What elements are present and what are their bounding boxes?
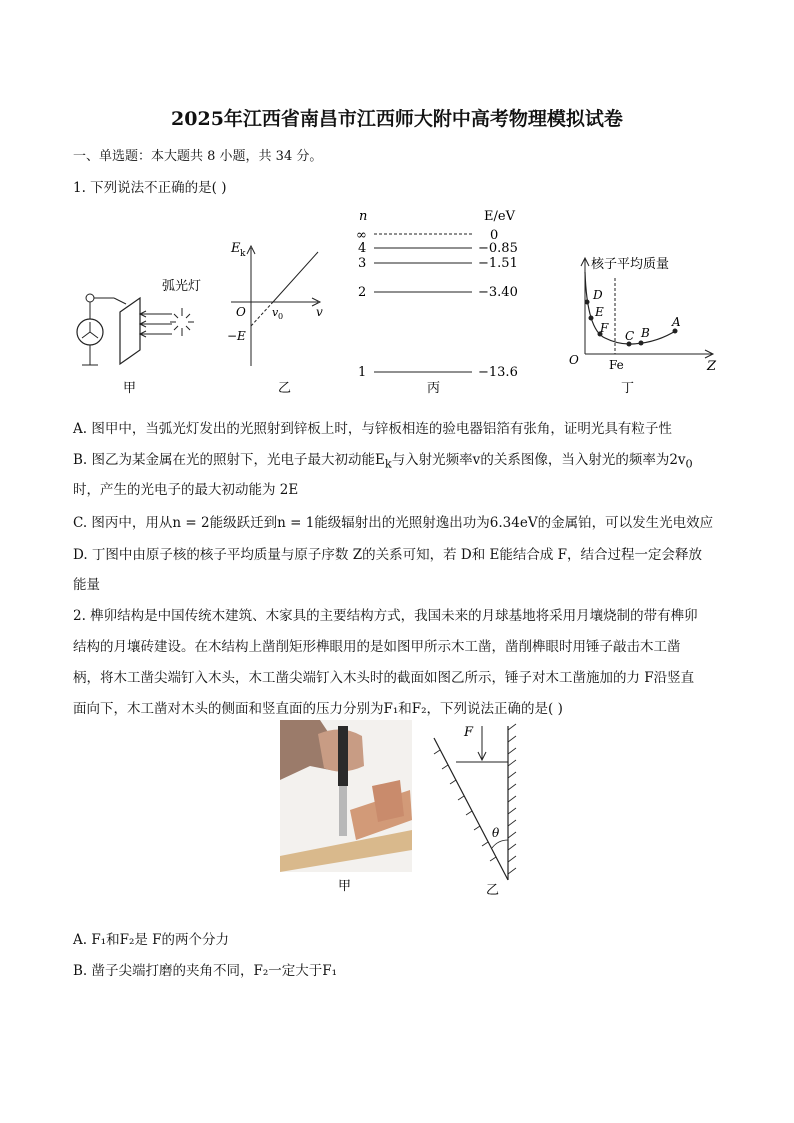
svg-text:E/eV: E/eV — [484, 209, 515, 224]
q1-option-d-cont: 能量 — [73, 577, 100, 593]
svg-text:B: B — [641, 326, 650, 340]
svg-text:v: v — [272, 306, 279, 319]
svg-text:Z: Z — [707, 359, 717, 374]
svg-text:C: C — [625, 329, 635, 343]
svg-text:v: v — [316, 305, 323, 319]
q1-option-c: C. 图丙中，用从n = 2能级跃迁到n = 1能级辐射出的光照射逸出功为6.34eV的金属铂，可以发生光电效应 — [73, 515, 714, 531]
svg-text:k: k — [240, 249, 246, 259]
figure-nucleon-mass-curve — [565, 248, 725, 400]
figure-energy-levels — [350, 204, 530, 400]
svg-text:O: O — [569, 353, 579, 367]
svg-text:∞: ∞ — [356, 228, 367, 243]
figure-caption: 丙 — [427, 381, 441, 396]
svg-text:−3.40: −3.40 — [478, 285, 518, 300]
svg-text:E: E — [231, 241, 241, 256]
q2-stem-line-4: 面向下，木工凿对木头的侧面和竖直面的压力分别为F₁和F₂，下列说法正确的是( ) — [73, 701, 563, 717]
svg-text:F: F — [600, 321, 609, 335]
svg-text:4: 4 — [358, 241, 367, 256]
svg-text:E: E — [595, 305, 604, 319]
q1-option-a: A. 图甲中，当弧光灯发出的光照射到锌板上时，与锌板相连的验电器铝箔有张角，证明光具有粒子性 — [73, 421, 672, 437]
figure-caption: 甲 — [123, 381, 137, 396]
svg-text:F: F — [464, 725, 474, 740]
svg-text:O: O — [236, 305, 246, 319]
svg-text:2: 2 — [358, 285, 367, 300]
q2-option-b: B. 凿子尖端打磨的夹角不同，F₂一定大于F₁ — [73, 963, 338, 979]
page-title: 2025年江西省南昌市江西师大附中高考物理模拟试卷 — [171, 108, 623, 130]
svg-text:A: A — [672, 315, 681, 329]
figure-chisel-photo — [280, 720, 412, 896]
svg-text:D: D — [593, 288, 603, 302]
figure-caption: 甲 — [338, 879, 352, 894]
svg-text:−0.85: −0.85 — [478, 241, 518, 256]
svg-text:3: 3 — [358, 256, 367, 271]
q2-stem-line-1: 2. 榫卯结构是中国传统木建筑、木家具的主要结构方式，我国未来的月球基地将采用月壤烧制的带有榫卯 — [73, 608, 698, 624]
svg-text:n: n — [359, 209, 368, 224]
figure-wedge-diagram — [430, 722, 520, 896]
svg-text:核子平均质量: 核子平均质量 — [591, 257, 670, 272]
q2-option-a: A. F₁和F₂是 F的两个分力 — [73, 932, 230, 948]
q2-stem-line-2: 结构的月壤砖建设。在木结构上凿削矩形榫眼用的是如图甲所示木工凿，凿削榫眼时用锤子敲击木工凿 — [73, 639, 681, 655]
svg-text:−1.51: −1.51 — [478, 256, 518, 271]
svg-text:Fe: Fe — [609, 358, 624, 372]
question-1-stem: 1. 下列说法不正确的是( ) — [73, 180, 227, 196]
q1-option-b-cont: 时，产生的光电子的最大初动能为 2E — [73, 482, 299, 498]
q1-option-b: B. 图乙为某金属在光的照射下，光电子最大初动能$E_k$与入射光频率v的关系图像，当入射光的频率为$2v_0$ — [73, 452, 693, 471]
figure-caption: 乙 — [278, 381, 292, 396]
svg-text:θ: θ — [492, 826, 500, 840]
q2-stem-line-3: 柄，将木工凿尖端钉入木头，木工凿尖端钉入木头时的截面如图乙所示，锤子对木工凿施加的力 F沿竖直 — [73, 670, 695, 686]
svg-text:1: 1 — [358, 365, 367, 380]
section-heading: 一、单选题：本大题共 8 小题，共 34 分。 — [73, 149, 323, 164]
q1-option-d: D. 丁图中由原子核的核子平均质量与原子序数 Z的关系可知，若 D和 E能结合成 F，结合过程一定会释放 — [73, 547, 703, 563]
figure-caption: 丁 — [621, 381, 635, 396]
svg-text:−E: −E — [227, 329, 246, 343]
svg-text:0: 0 — [490, 228, 499, 243]
figure-ek-v-graph — [226, 236, 336, 400]
figure-caption: 乙 — [486, 883, 500, 898]
figure-photoelectric-setup — [68, 270, 218, 400]
svg-text:0: 0 — [278, 312, 284, 321]
svg-text:−13.6: −13.6 — [478, 365, 518, 380]
arc-lamp-label: 弧光灯 — [162, 279, 202, 294]
